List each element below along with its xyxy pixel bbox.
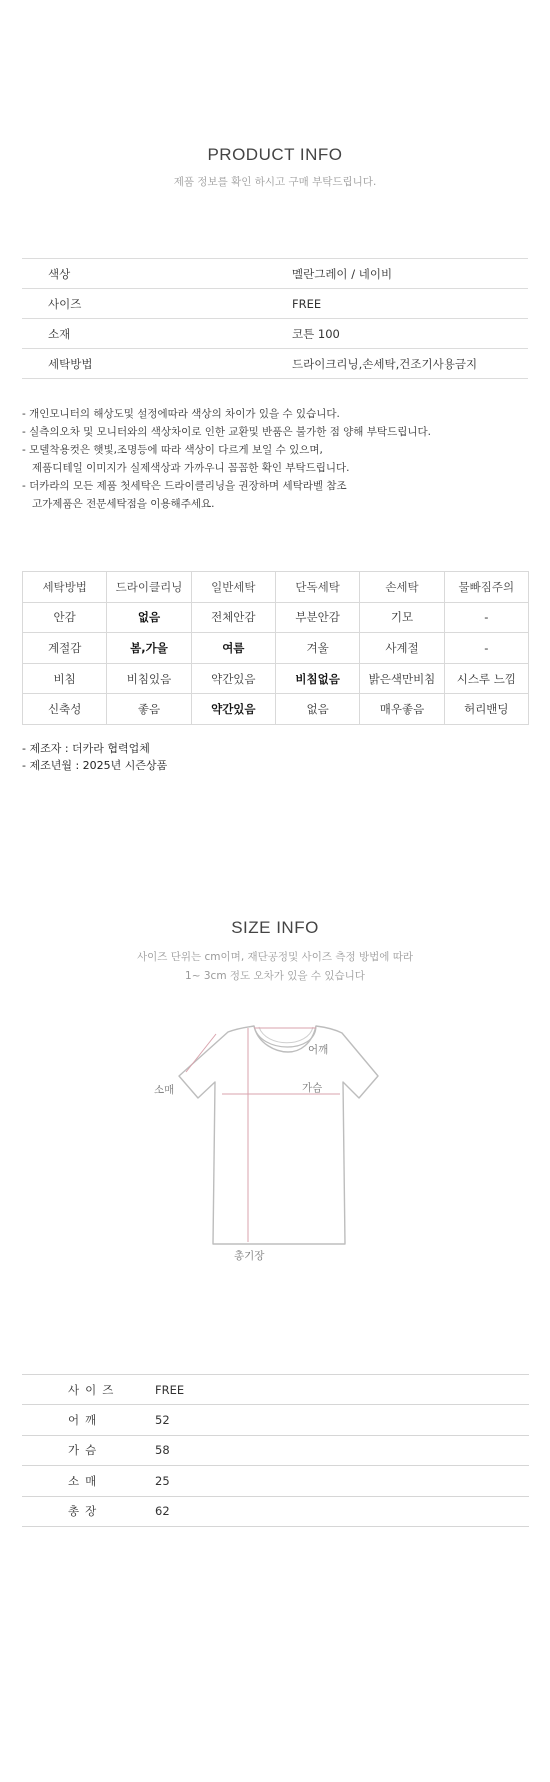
- size-label: 사이즈: [22, 1375, 155, 1405]
- attribute-option: 좋음: [107, 694, 191, 725]
- attribute-option-selected: 봄,가을: [107, 633, 191, 664]
- chest-label: 가슴: [302, 1082, 323, 1094]
- info-row: [22, 289, 528, 319]
- attribute-option-selected: 비침없음: [275, 663, 359, 694]
- product-info-table: [22, 258, 528, 379]
- manufacturer-text: - 제조자 : 더카라 협력업체: [22, 742, 150, 755]
- attribute-option: 기모: [360, 602, 444, 633]
- attribute-row: [23, 663, 529, 694]
- attribute-name: 계절감: [23, 633, 107, 664]
- product-info-title: PRODUCT INFO: [207, 145, 343, 164]
- size-info-subtitle-2: 1~ 3cm 정도 오차가 있을 수 있습니다: [185, 970, 365, 982]
- notice-line: - 실측의오차 및 모니터와의 색상차이로 인한 교환및 반품은 불가한 점 양해 부탁드립니다.: [22, 426, 431, 438]
- size-info-title: SIZE INFO: [231, 918, 319, 937]
- attribute-header-cell: 일반세탁: [191, 572, 275, 603]
- maker-info: [22, 740, 167, 774]
- shoulder-label: 어깨: [308, 1044, 329, 1056]
- notice-line: 고가제품은 전문세탁점을 이용해주세요.: [22, 498, 215, 510]
- attribute-option: 없음: [275, 694, 359, 725]
- tshirt-size-diagram: [150, 1024, 390, 1264]
- attribute-table: [22, 571, 529, 725]
- size-info-subtitle-1: 사이즈 단위는 cm이며, 재단공정및 사이즈 측정 방법에 따라: [137, 951, 413, 963]
- info-value: 멜란그레이 / 네이비: [292, 259, 528, 289]
- sleeve-label: 소매: [154, 1084, 175, 1096]
- size-value: 52: [155, 1405, 529, 1435]
- info-label: 사이즈: [22, 289, 292, 319]
- info-value: 코튼 100: [292, 319, 528, 349]
- info-label: 색상: [22, 259, 292, 289]
- size-value: 25: [155, 1466, 529, 1496]
- attribute-header-cell: 드라이클리닝: [107, 572, 191, 603]
- attribute-row: [23, 633, 529, 664]
- attribute-option-selected: 없음: [107, 602, 191, 633]
- notice-line: 제품디테일 이미지가 실제색상과 가까우니 꼼꼼한 확인 부탁드립니다.: [22, 462, 350, 474]
- size-label: 어깨: [22, 1405, 155, 1435]
- attribute-option: 매우좋음: [360, 694, 444, 725]
- info-value: 드라이크리닝,손세탁,건조기사용금지: [292, 349, 528, 379]
- size-table: [22, 1374, 529, 1527]
- attribute-option: 밝은색만비침: [360, 663, 444, 694]
- info-row: [22, 349, 528, 379]
- info-value: FREE: [292, 289, 528, 319]
- size-label: 가슴: [22, 1435, 155, 1465]
- size-row: [22, 1375, 529, 1405]
- attribute-option-selected: 여름: [191, 633, 275, 664]
- info-label: 소재: [22, 319, 292, 349]
- attribute-header-cell: 단독세탁: [275, 572, 359, 603]
- size-label: 총장: [22, 1496, 155, 1526]
- attribute-option-selected: 약간있음: [191, 694, 275, 725]
- attribute-option: 부분안감: [275, 602, 359, 633]
- attribute-option: -: [444, 602, 528, 633]
- attribute-name: 신축성: [23, 694, 107, 725]
- size-value: 58: [155, 1435, 529, 1465]
- size-row: [22, 1466, 529, 1496]
- info-row: [22, 259, 528, 289]
- length-label: 총기장: [234, 1250, 265, 1262]
- attribute-row: [23, 694, 529, 725]
- notice-line: - 개인모니터의 해상도및 설정에따라 색상의 차이가 있을 수 있습니다.: [22, 408, 340, 420]
- notice-list: [22, 405, 532, 513]
- size-row: [22, 1496, 529, 1526]
- attribute-option: -: [444, 633, 528, 664]
- attribute-header-cell: 세탁방법: [23, 572, 107, 603]
- size-value: FREE: [155, 1375, 529, 1405]
- attribute-option: 약간있음: [191, 663, 275, 694]
- size-value: 62: [155, 1496, 529, 1526]
- attribute-option: 사계절: [360, 633, 444, 664]
- attribute-header-cell: 손세탁: [360, 572, 444, 603]
- size-label: 소매: [22, 1466, 155, 1496]
- attribute-option: 비침있음: [107, 663, 191, 694]
- notice-line: - 더카라의 모든 제품 첫세탁은 드라이클리닝을 권장하며 세탁라벨 참조: [22, 480, 347, 492]
- attribute-option: 시스루 느낌: [444, 663, 528, 694]
- size-row: [22, 1435, 529, 1465]
- attribute-header-cell: 물빠짐주의: [444, 572, 528, 603]
- tshirt-outline-icon: [150, 1024, 390, 1264]
- size-row: [22, 1405, 529, 1435]
- attribute-name: 안감: [23, 602, 107, 633]
- product-info-subtitle: 제품 정보를 확인 하시고 구매 부탁드립니다.: [173, 176, 377, 188]
- attribute-option: 전체안감: [191, 602, 275, 633]
- attribute-header-row: [23, 572, 529, 603]
- attribute-name: 비침: [23, 663, 107, 694]
- info-label: 세탁방법: [22, 349, 292, 379]
- attribute-option: 허리밴딩: [444, 694, 528, 725]
- attribute-option: 겨울: [275, 633, 359, 664]
- manufacture-date-text: - 제조년월 : 2025년 시즌상품: [22, 759, 168, 772]
- notice-line: - 모델착용컷은 햇빛,조명등에 따라 색상이 다르게 보일 수 있으며,: [22, 444, 323, 456]
- info-row: [22, 319, 528, 349]
- attribute-row: [23, 602, 529, 633]
